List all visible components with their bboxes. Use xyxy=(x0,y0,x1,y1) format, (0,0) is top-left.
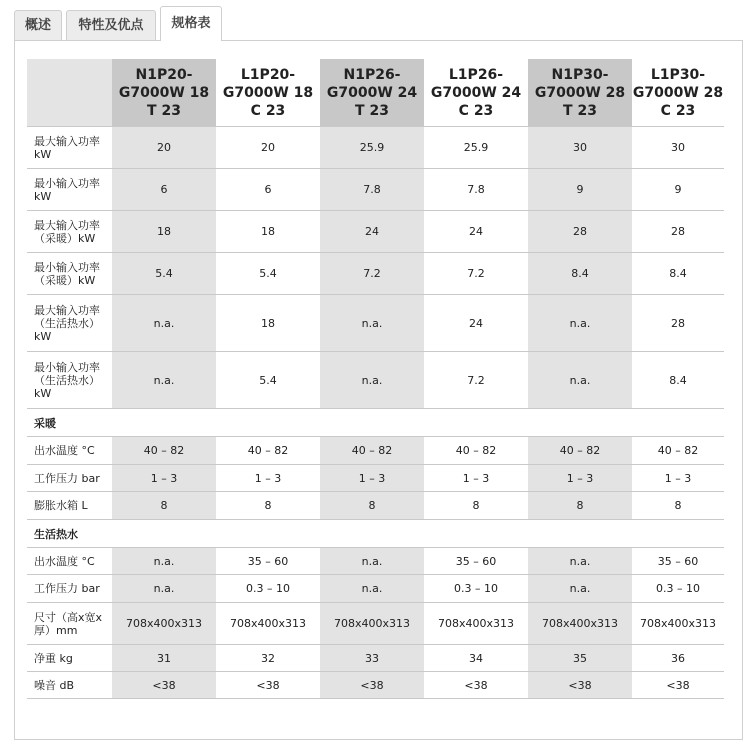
table-cell: 1 – 3 xyxy=(528,465,632,492)
model-name-line: G7000W 28 xyxy=(534,84,626,101)
row-label xyxy=(27,253,112,295)
table-cell: 1 – 3 xyxy=(320,465,424,492)
table-cell: 0.3 – 10 xyxy=(424,575,528,603)
row-label-line: （采暖）kW xyxy=(34,231,96,245)
row-label xyxy=(27,672,112,699)
row-label-line: 工作压力 bar xyxy=(34,582,100,595)
model-header xyxy=(424,59,528,127)
section-title: 采暖 xyxy=(27,409,724,437)
table-cell: n.a. xyxy=(112,575,216,603)
row-label-line: 出水温度 °C xyxy=(34,554,95,568)
table-cell: 1 – 3 xyxy=(216,465,320,492)
table-cell: n.a. xyxy=(112,548,216,575)
row-label-line: 厚）mm xyxy=(34,623,78,637)
row-label-line: （生活热水） xyxy=(34,373,100,387)
table-cell: 708x400x313 xyxy=(216,603,320,645)
table-cell: n.a. xyxy=(320,548,424,575)
model-name-line: L1P30- xyxy=(650,66,706,83)
table-cell: 25.9 xyxy=(424,127,528,169)
table-cell: 35 – 60 xyxy=(216,548,320,575)
table-cell: 28 xyxy=(632,295,724,352)
table-row xyxy=(27,548,724,575)
tab-overview[interactable]: 概述 xyxy=(14,10,62,40)
table-cell: 6 xyxy=(112,169,216,211)
table-row xyxy=(27,645,724,672)
tab-spec-sheet[interactable]: 规格表 xyxy=(160,6,222,41)
row-label xyxy=(27,352,112,409)
table-cell: 35 xyxy=(528,645,632,672)
header-corner xyxy=(27,59,112,127)
table-cell: <38 xyxy=(320,672,424,699)
table-cell: 8 xyxy=(632,492,724,520)
table-cell: 708x400x313 xyxy=(528,603,632,645)
table-cell: 18 xyxy=(216,295,320,352)
table-cell: 20 xyxy=(112,127,216,169)
row-label xyxy=(27,645,112,672)
table-cell: 30 xyxy=(632,127,724,169)
table-cell: 40 – 82 xyxy=(632,437,724,465)
model-name-line: T 23 xyxy=(355,102,389,119)
table-cell: 18 xyxy=(216,211,320,253)
table-cell: 9 xyxy=(528,169,632,211)
table-cell: n.a. xyxy=(528,352,632,409)
table-row xyxy=(27,575,724,603)
model-name-line: G7000W 24 xyxy=(430,84,522,101)
table-row xyxy=(27,492,724,520)
model-header xyxy=(216,59,320,127)
table-cell: 28 xyxy=(528,211,632,253)
table-cell: 8.4 xyxy=(632,253,724,295)
table-cell: 8 xyxy=(112,492,216,520)
table-cell: <38 xyxy=(216,672,320,699)
row-label-line: kW xyxy=(34,147,52,161)
table-cell: 5.4 xyxy=(216,352,320,409)
table-cell: n.a. xyxy=(528,295,632,352)
row-label-line: 最大输入功率 xyxy=(34,218,100,232)
table-cell: 1 – 3 xyxy=(424,465,528,492)
row-label-line: kW xyxy=(34,189,52,203)
table-cell: 9 xyxy=(632,169,724,211)
table-cell: 40 – 82 xyxy=(216,437,320,465)
table-cell: 8 xyxy=(216,492,320,520)
row-label-line: 工作压力 bar xyxy=(34,471,100,485)
table-row xyxy=(27,672,724,699)
table-cell: n.a. xyxy=(112,295,216,352)
row-label-line: 净重 kg xyxy=(34,651,73,665)
table-cell: 7.8 xyxy=(424,169,528,211)
row-label-line: 最小输入功率 xyxy=(34,176,100,190)
table-cell: 0.3 – 10 xyxy=(632,575,724,603)
row-label xyxy=(27,492,112,520)
table-cell: 40 – 82 xyxy=(424,437,528,465)
table-cell: 5.4 xyxy=(216,253,320,295)
model-name-line: G7000W 18 xyxy=(118,84,210,101)
table-row xyxy=(27,352,724,409)
table-cell: 7.2 xyxy=(424,352,528,409)
row-label xyxy=(27,465,112,492)
section-header-row xyxy=(27,409,724,437)
table-cell: n.a. xyxy=(528,548,632,575)
table-row xyxy=(27,253,724,295)
row-label-line: 最小输入功率 xyxy=(34,260,100,274)
table-row xyxy=(27,127,724,169)
spec-panel xyxy=(14,40,743,740)
row-label-line: （采暖）kW xyxy=(34,273,96,287)
table-row xyxy=(27,295,724,352)
table-cell: <38 xyxy=(424,672,528,699)
row-label xyxy=(27,575,112,603)
model-header xyxy=(528,59,632,127)
table-cell: n.a. xyxy=(528,575,632,603)
table-cell: 20 xyxy=(216,127,320,169)
table-cell: 0.3 – 10 xyxy=(216,575,320,603)
table-cell: 5.4 xyxy=(112,253,216,295)
table-cell: 8 xyxy=(528,492,632,520)
table-cell: 28 xyxy=(632,211,724,253)
row-label-line: 最大输入功率 xyxy=(34,134,100,148)
row-label-line: kW xyxy=(34,329,52,343)
table-cell: 40 – 82 xyxy=(528,437,632,465)
table-cell: 1 – 3 xyxy=(112,465,216,492)
tab-features[interactable]: 特性及优点 xyxy=(66,10,156,40)
model-header xyxy=(632,59,724,127)
row-label-line: 最小输入功率 xyxy=(34,360,100,374)
table-row xyxy=(27,465,724,492)
table-cell: 40 – 82 xyxy=(112,437,216,465)
model-name-line: L1P20- xyxy=(240,66,296,83)
table-cell: 7.2 xyxy=(424,253,528,295)
table-cell: 8.4 xyxy=(528,253,632,295)
row-label xyxy=(27,169,112,211)
model-name-line: N1P26- xyxy=(343,66,401,83)
table-cell: 24 xyxy=(320,211,424,253)
model-name-line: G7000W 28 xyxy=(632,84,724,101)
model-name-line: C 23 xyxy=(660,102,696,119)
model-header xyxy=(320,59,424,127)
table-cell: 7.2 xyxy=(320,253,424,295)
table-cell: 24 xyxy=(424,295,528,352)
row-label-line: （生活热水） xyxy=(34,316,100,330)
model-name-line: N1P20- xyxy=(135,66,193,83)
model-name-line: T 23 xyxy=(563,102,597,119)
row-label-line: 噪音 dB xyxy=(34,678,75,692)
table-cell: 33 xyxy=(320,645,424,672)
model-name-line: T 23 xyxy=(147,102,181,119)
table-cell: 7.8 xyxy=(320,169,424,211)
table-cell: 36 xyxy=(632,645,724,672)
table-cell: 40 – 82 xyxy=(320,437,424,465)
table-cell: 18 xyxy=(112,211,216,253)
table-cell: n.a. xyxy=(320,295,424,352)
row-label xyxy=(27,437,112,465)
model-name-line: N1P30- xyxy=(551,66,609,83)
table-row xyxy=(27,437,724,465)
table-row xyxy=(27,169,724,211)
table-cell: 35 – 60 xyxy=(632,548,724,575)
row-label xyxy=(27,211,112,253)
row-label-line: 膨胀水箱 L xyxy=(34,499,88,512)
row-label xyxy=(27,295,112,352)
row-label-line: 最大输入功率 xyxy=(34,303,100,317)
table-cell: n.a. xyxy=(320,352,424,409)
table-cell: 708x400x313 xyxy=(424,603,528,645)
header-row xyxy=(27,59,724,127)
table-cell: n.a. xyxy=(112,352,216,409)
table-cell: <38 xyxy=(112,672,216,699)
table-cell: 35 – 60 xyxy=(424,548,528,575)
row-label-line: 尺寸（高x宽x xyxy=(34,610,103,624)
row-label-line: 出水温度 °C xyxy=(34,444,95,457)
row-label xyxy=(27,548,112,575)
table-cell: <38 xyxy=(528,672,632,699)
table-cell: 8.4 xyxy=(632,352,724,409)
table-row xyxy=(27,603,724,645)
table-cell: 34 xyxy=(424,645,528,672)
table-cell: 708x400x313 xyxy=(632,603,724,645)
row-label xyxy=(27,603,112,645)
table-cell: n.a. xyxy=(320,575,424,603)
table-cell: 30 xyxy=(528,127,632,169)
table-cell: 708x400x313 xyxy=(320,603,424,645)
model-header xyxy=(112,59,216,127)
row-label xyxy=(27,127,112,169)
model-name-line: G7000W 18 xyxy=(222,84,314,101)
table-cell: 8 xyxy=(320,492,424,520)
model-name-line: C 23 xyxy=(458,102,494,119)
table-cell: 1 – 3 xyxy=(632,465,724,492)
spec-table-body xyxy=(27,127,724,699)
model-name-line: L1P26- xyxy=(448,66,504,83)
table-cell: 31 xyxy=(112,645,216,672)
table-cell: 24 xyxy=(424,211,528,253)
table-cell: 6 xyxy=(216,169,320,211)
spec-table xyxy=(27,59,724,699)
table-cell: 32 xyxy=(216,645,320,672)
table-cell: 25.9 xyxy=(320,127,424,169)
section-title: 生活热水 xyxy=(27,520,724,548)
table-row xyxy=(27,211,724,253)
table-cell: 708x400x313 xyxy=(112,603,216,645)
table-cell: 8 xyxy=(424,492,528,520)
table-cell: <38 xyxy=(632,672,724,699)
row-label-line: kW xyxy=(34,386,52,400)
model-name-line: G7000W 24 xyxy=(326,84,418,101)
model-name-line: C 23 xyxy=(250,102,286,119)
section-header-row xyxy=(27,520,724,548)
